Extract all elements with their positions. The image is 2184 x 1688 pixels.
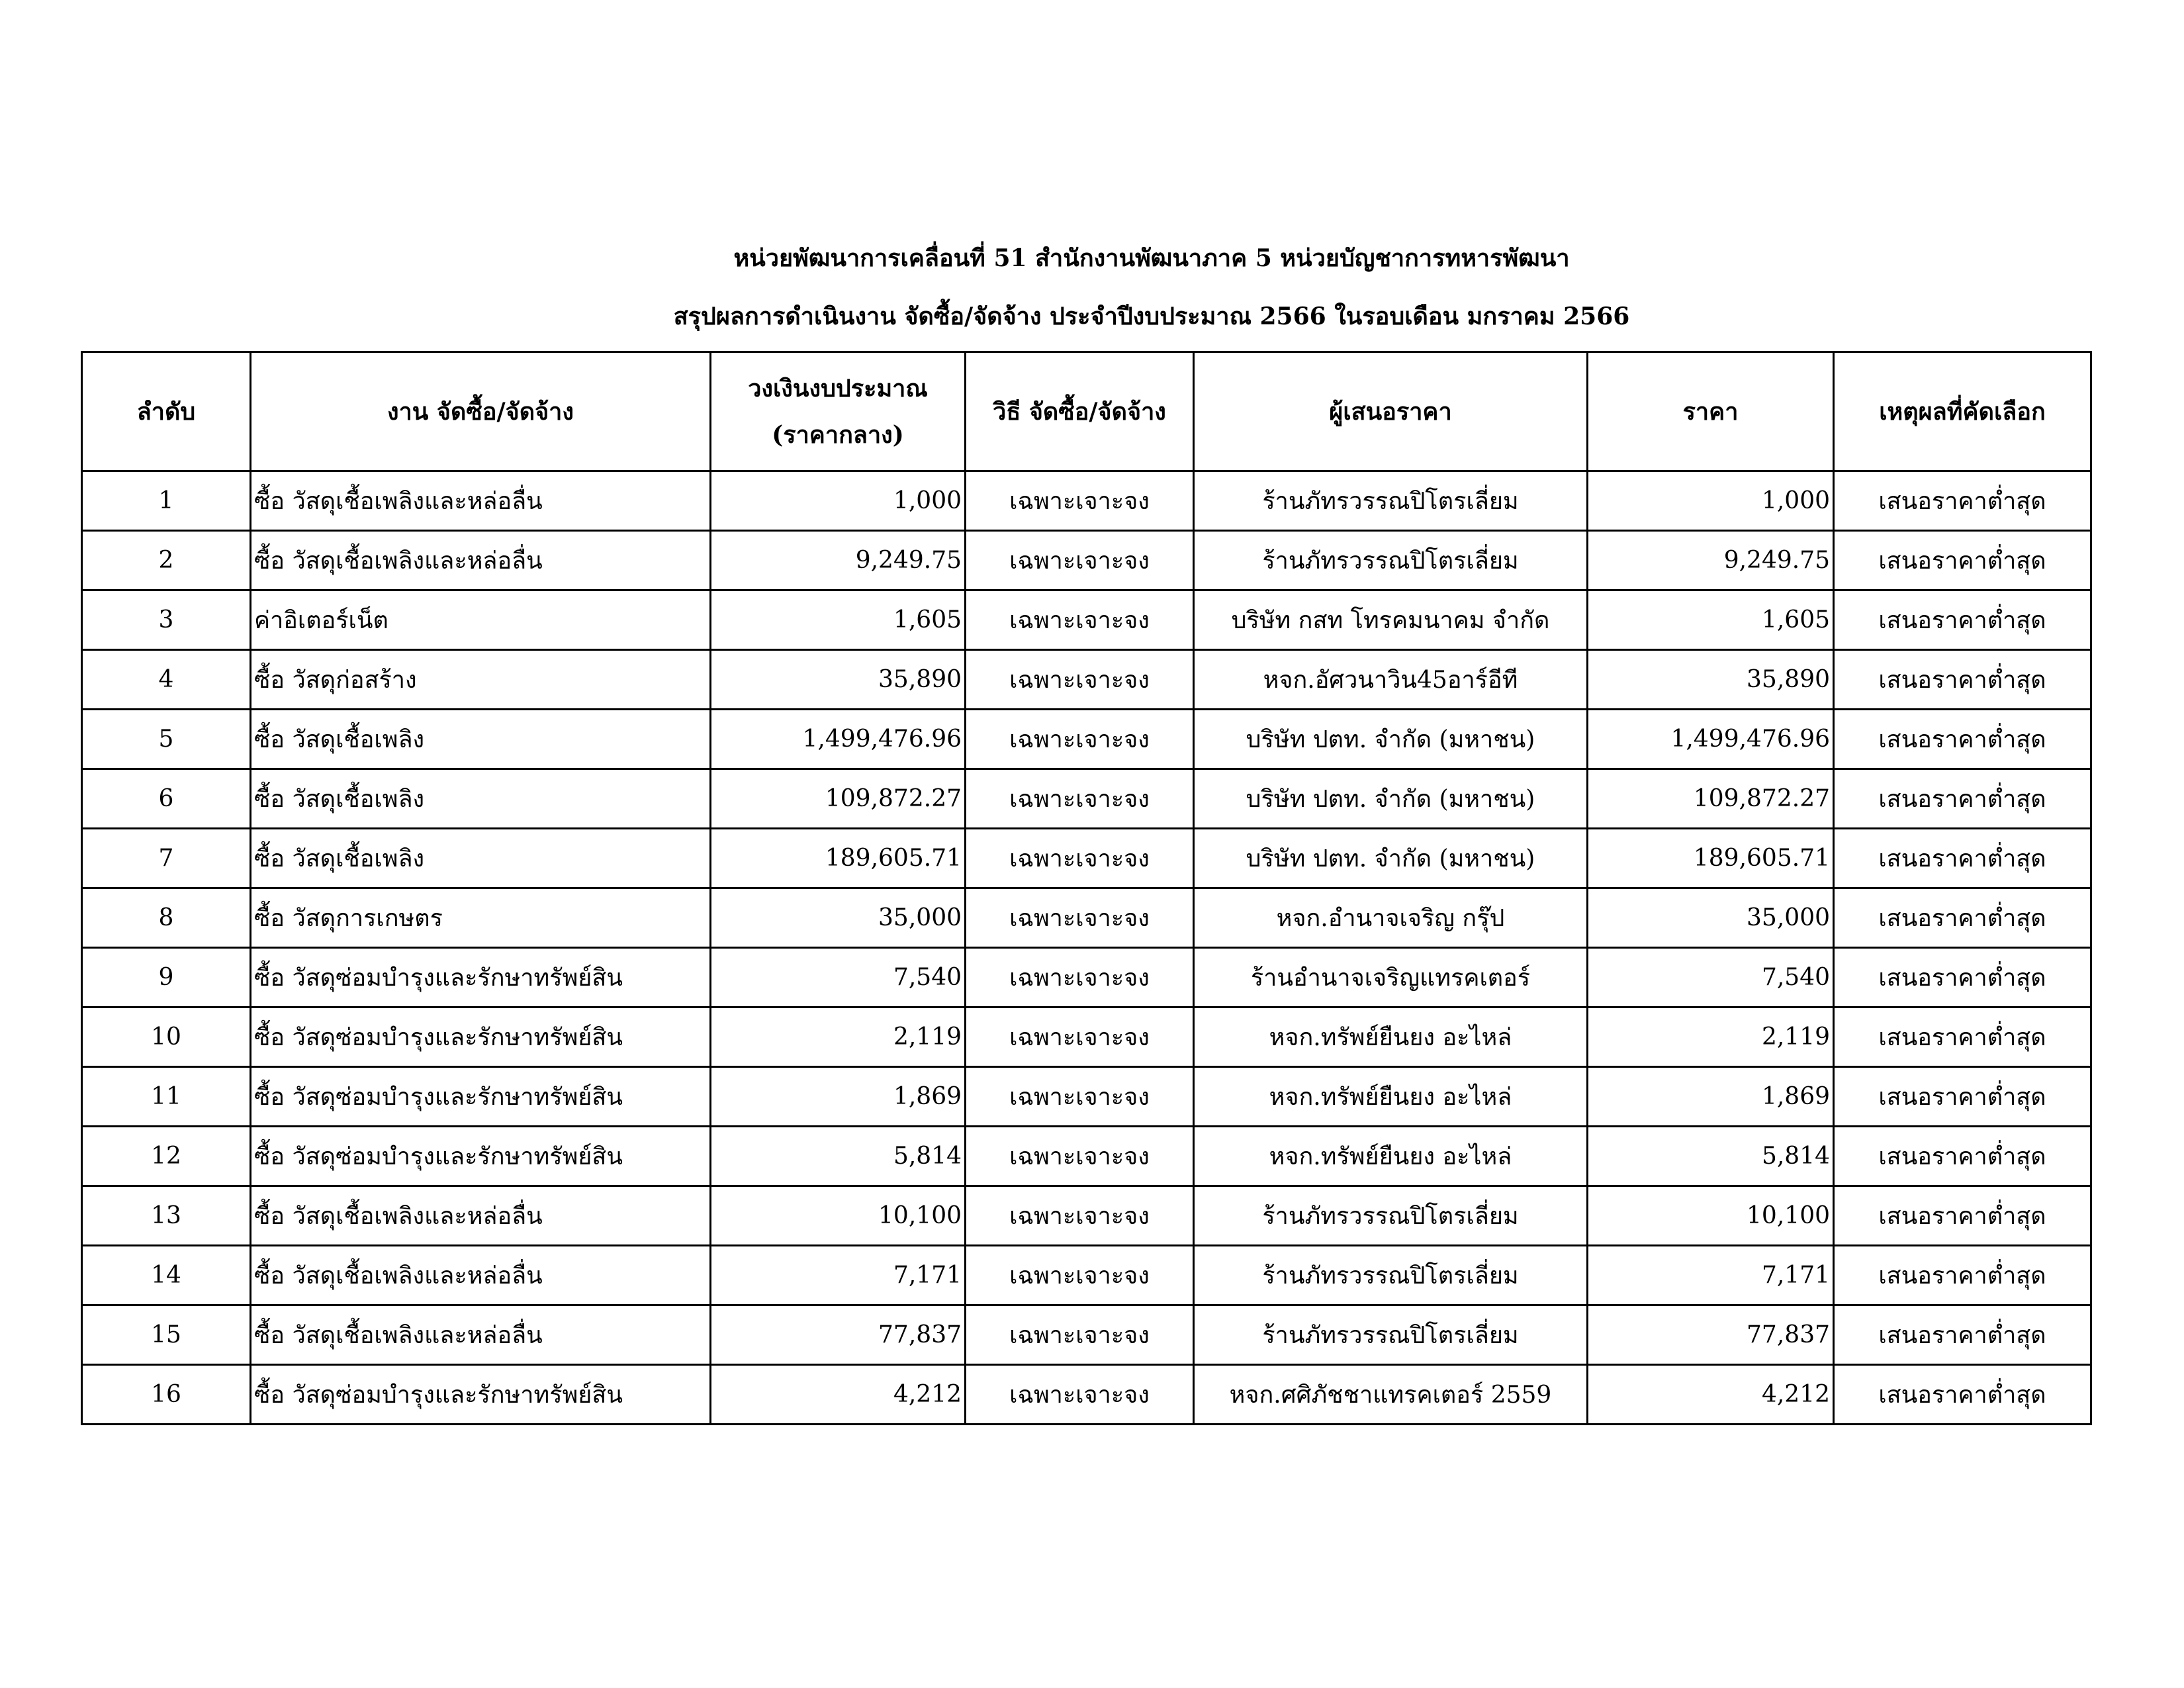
cell-budget: 5,814 — [711, 1127, 966, 1186]
cell-price: 7,171 — [1588, 1246, 1834, 1305]
cell-work: ซื้อ วัสดุเชื้อเพลิงและหล่อลื่น — [251, 531, 711, 590]
table-row — [82, 1186, 2091, 1246]
cell-price: 5,814 — [1588, 1127, 1834, 1186]
cell-no: 15 — [82, 1305, 251, 1365]
cell-no: 3 — [82, 590, 251, 650]
cell-no: 1 — [82, 471, 251, 531]
cell-price: 35,000 — [1588, 888, 1834, 948]
cell-bidder: หจก.อำนาจเจริญ กรุ๊ป — [1194, 888, 1588, 948]
header-work: งาน จัดซื้อ/จัดจ้าง — [251, 352, 711, 471]
cell-method: เฉพาะเจาะจง — [966, 1067, 1194, 1127]
cell-budget: 4,212 — [711, 1365, 966, 1425]
cell-reason: เสนอราคาต่ำสุด — [1834, 650, 2091, 710]
procurement-table — [81, 351, 2092, 1425]
table-row — [82, 888, 2091, 948]
table-row — [82, 1008, 2091, 1067]
cell-budget: 9,249.75 — [711, 531, 966, 590]
cell-work: ซื้อ วัสดุเชื้อเพลิงและหล่อลื่น — [251, 1186, 711, 1246]
table-row — [82, 531, 2091, 590]
document-title: หน่วยพัฒนาการเคลื่อนที่ 51 สำนักงานพัฒนาภาค 5 หน่วยบัญชาการทหารพัฒนา — [733, 244, 1570, 272]
cell-method: เฉพาะเจาะจง — [966, 829, 1194, 888]
cell-work: ซื้อ วัสดุเชื้อเพลิงและหล่อลื่น — [251, 1305, 711, 1365]
cell-work: ซื้อ วัสดุการเกษตร — [251, 888, 711, 948]
cell-budget: 35,000 — [711, 888, 966, 948]
cell-no: 12 — [82, 1127, 251, 1186]
table-row — [82, 948, 2091, 1008]
cell-bidder: บริษัท กสท โทรคมนาคม จำกัด — [1194, 590, 1588, 650]
header-no: ลำดับ — [82, 352, 251, 471]
cell-reason: เสนอราคาต่ำสุด — [1834, 829, 2091, 888]
table-row — [82, 1305, 2091, 1365]
cell-method: เฉพาะเจาะจง — [966, 650, 1194, 710]
cell-budget: 7,171 — [711, 1246, 966, 1305]
cell-work: ซื้อ วัสดุซ่อมบำรุงและรักษาทรัพย์สิน — [251, 1067, 711, 1127]
table-body — [82, 471, 2091, 1425]
cell-bidder: หจก.ทรัพย์ยืนยง อะไหล่ — [1194, 1127, 1588, 1186]
cell-reason: เสนอราคาต่ำสุด — [1834, 1008, 2091, 1067]
cell-reason: เสนอราคาต่ำสุด — [1834, 1305, 2091, 1365]
header-method: วิธี จัดซื้อ/จัดจ้าง — [966, 352, 1194, 471]
cell-price: 1,000 — [1588, 471, 1834, 531]
cell-budget: 10,100 — [711, 1186, 966, 1246]
cell-bidder: ร้านภัทรวรรณปิโตรเลี่ยม — [1194, 471, 1588, 531]
cell-price: 10,100 — [1588, 1186, 1834, 1246]
cell-work: ซื้อ วัสดุเชื้อเพลิงและหล่อลื่น — [251, 471, 711, 531]
cell-method: เฉพาะเจาะจง — [966, 471, 1194, 531]
table-row — [82, 471, 2091, 531]
table-row — [82, 1365, 2091, 1425]
cell-reason: เสนอราคาต่ำสุด — [1834, 1246, 2091, 1305]
cell-no: 9 — [82, 948, 251, 1008]
cell-method: เฉพาะเจาะจง — [966, 948, 1194, 1008]
table-row — [82, 1127, 2091, 1186]
cell-work: ค่าอิเตอร์เน็ต — [251, 590, 711, 650]
cell-budget: 35,890 — [711, 650, 966, 710]
cell-price: 2,119 — [1588, 1008, 1834, 1067]
cell-work: ซื้อ วัสดุเชื้อเพลิง — [251, 829, 711, 888]
cell-budget: 7,540 — [711, 948, 966, 1008]
cell-bidder: ร้านอำนาจเจริญแทรคเตอร์ — [1194, 948, 1588, 1008]
cell-no: 6 — [82, 769, 251, 829]
cell-price: 77,837 — [1588, 1305, 1834, 1365]
cell-reason: เสนอราคาต่ำสุด — [1834, 769, 2091, 829]
cell-work: ซื้อ วัสดุซ่อมบำรุงและรักษาทรัพย์สิน — [251, 948, 711, 1008]
cell-budget: 1,605 — [711, 590, 966, 650]
header-reason: เหตุผลที่คัดเลือก — [1834, 352, 2091, 471]
cell-bidder: ร้านภัทรวรรณปิโตรเลี่ยม — [1194, 1186, 1588, 1246]
cell-no: 14 — [82, 1246, 251, 1305]
cell-budget: 2,119 — [711, 1008, 966, 1067]
document-subtitle: สรุปผลการดำเนินงาน จัดซื้อ/จัดจ้าง ประจำปีงบประมาณ 2566 ในรอบเดือน มกราคม 2566 — [673, 303, 1630, 330]
header-budget-line2: (ราคากลาง) — [772, 420, 904, 449]
cell-price: 35,890 — [1588, 650, 1834, 710]
cell-work: ซื้อ วัสดุเชื้อเพลิง — [251, 710, 711, 769]
cell-budget: 1,000 — [711, 471, 966, 531]
cell-bidder: หจก.อัศวนาวิน45อาร์อีที — [1194, 650, 1588, 710]
cell-no: 4 — [82, 650, 251, 710]
cell-no: 8 — [82, 888, 251, 948]
cell-work: ซื้อ วัสดุเชื้อเพลิง — [251, 769, 711, 829]
cell-method: เฉพาะเจาะจง — [966, 590, 1194, 650]
header-budget — [711, 352, 966, 471]
cell-no: 10 — [82, 1008, 251, 1067]
cell-bidder: หจก.ทรัพย์ยืนยง อะไหล่ — [1194, 1067, 1588, 1127]
cell-budget: 189,605.71 — [711, 829, 966, 888]
cell-reason: เสนอราคาต่ำสุด — [1834, 1127, 2091, 1186]
cell-work: ซื้อ วัสดุซ่อมบำรุงและรักษาทรัพย์สิน — [251, 1127, 711, 1186]
cell-bidder: หจก.ทรัพย์ยืนยง อะไหล่ — [1194, 1008, 1588, 1067]
cell-price: 1,869 — [1588, 1067, 1834, 1127]
cell-work: ซื้อ วัสดุเชื้อเพลิงและหล่อลื่น — [251, 1246, 711, 1305]
cell-price: 7,540 — [1588, 948, 1834, 1008]
cell-method: เฉพาะเจาะจง — [966, 888, 1194, 948]
cell-budget: 1,869 — [711, 1067, 966, 1127]
cell-reason: เสนอราคาต่ำสุด — [1834, 531, 2091, 590]
cell-bidder: บริษัท ปตท. จำกัด (มหาชน) — [1194, 710, 1588, 769]
cell-reason: เสนอราคาต่ำสุด — [1834, 948, 2091, 1008]
cell-bidder: ร้านภัทรวรรณปิโตรเลี่ยม — [1194, 531, 1588, 590]
table-header-row — [82, 352, 2091, 471]
cell-bidder: บริษัท ปตท. จำกัด (มหาชน) — [1194, 829, 1588, 888]
cell-price: 109,872.27 — [1588, 769, 1834, 829]
cell-reason: เสนอราคาต่ำสุด — [1834, 1365, 2091, 1425]
header-budget-line1: วงเงินงบประมาณ — [748, 374, 928, 402]
header-bidder: ผู้เสนอราคา — [1194, 352, 1588, 471]
cell-method: เฉพาะเจาะจง — [966, 531, 1194, 590]
cell-price: 1,605 — [1588, 590, 1834, 650]
cell-no: 2 — [82, 531, 251, 590]
cell-work: ซื้อ วัสดุก่อสร้าง — [251, 650, 711, 710]
cell-no: 11 — [82, 1067, 251, 1127]
table-row — [82, 650, 2091, 710]
cell-reason: เสนอราคาต่ำสุด — [1834, 471, 2091, 531]
cell-price: 4,212 — [1588, 1365, 1834, 1425]
cell-bidder: หจก.ศศิภัชชาแทรคเตอร์ 2559 — [1194, 1365, 1588, 1425]
cell-no: 16 — [82, 1365, 251, 1425]
cell-reason: เสนอราคาต่ำสุด — [1834, 1186, 2091, 1246]
cell-budget: 77,837 — [711, 1305, 966, 1365]
cell-bidder: บริษัท ปตท. จำกัด (มหาชน) — [1194, 769, 1588, 829]
cell-no: 5 — [82, 710, 251, 769]
cell-price: 1,499,476.96 — [1588, 710, 1834, 769]
cell-no: 7 — [82, 829, 251, 888]
table-row — [82, 1067, 2091, 1127]
cell-budget: 109,872.27 — [711, 769, 966, 829]
cell-method: เฉพาะเจาะจง — [966, 1305, 1194, 1365]
cell-method: เฉพาะเจาะจง — [966, 1127, 1194, 1186]
cell-method: เฉพาะเจาะจง — [966, 769, 1194, 829]
table-row — [82, 590, 2091, 650]
cell-reason: เสนอราคาต่ำสุด — [1834, 590, 2091, 650]
table-row — [82, 829, 2091, 888]
cell-work: ซื้อ วัสดุซ่อมบำรุงและรักษาทรัพย์สิน — [251, 1008, 711, 1067]
cell-budget: 1,499,476.96 — [711, 710, 966, 769]
cell-method: เฉพาะเจาะจง — [966, 1186, 1194, 1246]
cell-price: 9,249.75 — [1588, 531, 1834, 590]
cell-bidder: ร้านภัทรวรรณปิโตรเลี่ยม — [1194, 1305, 1588, 1365]
cell-bidder: ร้านภัทรวรรณปิโตรเลี่ยม — [1194, 1246, 1588, 1305]
cell-work: ซื้อ วัสดุซ่อมบำรุงและรักษาทรัพย์สิน — [251, 1365, 711, 1425]
cell-method: เฉพาะเจาะจง — [966, 1365, 1194, 1425]
cell-method: เฉพาะเจาะจง — [966, 710, 1194, 769]
cell-reason: เสนอราคาต่ำสุด — [1834, 710, 2091, 769]
cell-price: 189,605.71 — [1588, 829, 1834, 888]
cell-reason: เสนอราคาต่ำสุด — [1834, 1067, 2091, 1127]
cell-no: 13 — [82, 1186, 251, 1246]
header-price: ราคา — [1588, 352, 1834, 471]
table-row — [82, 710, 2091, 769]
table-row — [82, 1246, 2091, 1305]
cell-reason: เสนอราคาต่ำสุด — [1834, 888, 2091, 948]
cell-method: เฉพาะเจาะจง — [966, 1246, 1194, 1305]
cell-method: เฉพาะเจาะจง — [966, 1008, 1194, 1067]
table-row — [82, 769, 2091, 829]
